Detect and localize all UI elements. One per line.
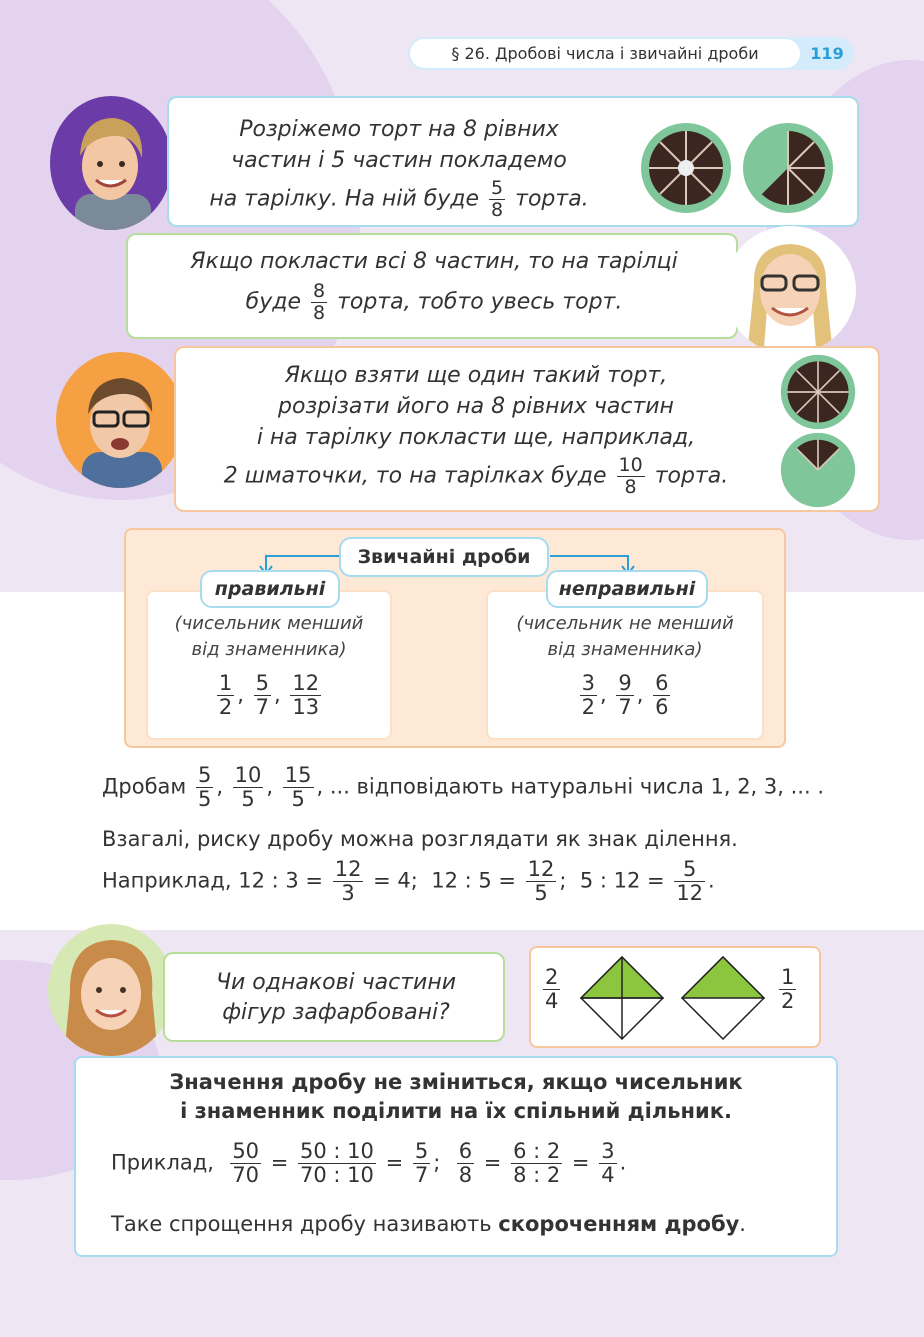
- cake-two-eighths-icon: [780, 432, 856, 508]
- bubble3-line1: Якщо взяти ще один такий торт,: [284, 363, 668, 388]
- question-line1: Чи однакові частини: [215, 970, 457, 995]
- improper-examples: $\frac{3}{2}$ , $\frac{9}{7}$ , $\frac{6}{6}$: [581, 671, 669, 720]
- proper-description: (чисельник менший від знаменника): [174, 613, 364, 660]
- diamond-figure-halves: [681, 956, 765, 1040]
- page-number: 119: [810, 44, 844, 63]
- fraction-10-8: $\frac{10}{8}$: [618, 454, 643, 498]
- bubble3-text-before: 2 шматочки, то на тарілках буде: [223, 463, 607, 489]
- fraction-6div2-8div2: $\frac{6 : 2}{8 : 2}$: [513, 1139, 561, 1188]
- left-fraction-label: [540, 966, 563, 1013]
- fraction-6-6: $\frac{6}{6}$: [655, 671, 669, 720]
- fraction-50-70: $\frac{50}{70}$: [232, 1139, 260, 1188]
- cake-five-eighths-icon: [742, 122, 834, 214]
- fraction-3-2: $\frac{3}{2}$: [581, 671, 595, 720]
- bubble2-line1: Якщо покласти всі 8 частин, то на тарілці: [190, 249, 678, 274]
- speech-bubble-question: [163, 952, 505, 1042]
- fraction-50div10-70div10: $\frac{50 : 10}{70 : 10}$: [300, 1139, 374, 1188]
- fraction-12-3: $\frac{12}{3}$: [334, 857, 362, 906]
- fraction-5-8: $\frac{5}{8}$: [491, 177, 504, 221]
- fraction-12-13: $\frac{12}{13}$: [292, 671, 320, 720]
- fraction-5-12: $\frac{5}{12}$: [676, 857, 704, 906]
- proper-examples: $\frac{1}{2}$ , $\frac{5}{7}$ , $\frac{12}{13}$: [218, 671, 320, 720]
- rule-title: Значення дробу не зміниться, якщо чисельник і знаменник поділити на їх спільний дільник.: [169, 1070, 743, 1123]
- cake-whole-icon: [640, 122, 732, 214]
- fraction-5-5: $\frac{5}{5}$: [197, 763, 212, 812]
- bubble2-text-before: буде: [245, 289, 301, 315]
- fraction-9-7: $\frac{9}{7}$: [618, 671, 632, 720]
- fraction-5-7: $\frac{5}{7}$: [255, 671, 269, 720]
- fraction-12-5: $\frac{12}{5}$: [527, 857, 555, 906]
- bubble1-text-before: на тарілку. На ній буде: [209, 186, 480, 212]
- fraction-6-8: $\frac{6}{8}$: [458, 1139, 473, 1188]
- proper-label: правильні: [200, 570, 340, 608]
- improper-label: неправильні: [546, 570, 708, 608]
- bubble1-line1: Розріжемо торт на 8 рівних: [239, 117, 559, 142]
- right-fraction-label: [776, 966, 799, 1013]
- fraction-10-5: $\frac{10}{5}$: [234, 763, 262, 812]
- bubble3-text-after: торта.: [654, 463, 729, 489]
- speech-bubble-2: [126, 233, 738, 339]
- section-title: § 26. Дробові числа і звичайні дроби: [410, 39, 800, 68]
- diamond-figure-quarters: [580, 956, 664, 1040]
- cake-whole-icon: [780, 354, 856, 430]
- speech-bubble-3: [174, 346, 880, 512]
- fraction-8-8: $\frac{8}{8}$: [312, 280, 326, 324]
- bubble1-text-after: торта.: [515, 186, 589, 212]
- bubble2-text-after: торта, тобто увесь торт.: [337, 289, 623, 315]
- bubble1-line3: [169, 178, 629, 221]
- scheme-title: Звичайні дроби: [339, 537, 549, 577]
- paragraph-natural-numbers: Дробам $\frac{5}{5}$ , $\frac{10}{5}$ , $\frac{15}{5}$ , ... відповідають натуральні числа 1, 2, 3, ... .: [102, 763, 824, 812]
- rule-final-sentence: Таке спрощення дробу називають скороченням дробу.: [111, 1212, 746, 1236]
- bubble3-line2: розрізати його на 8 рівних частин: [278, 394, 674, 419]
- paragraph-division: Взагалі, риску дробу можна розглядати як знак ділення.: [102, 827, 738, 851]
- fraction-1-2: $\frac{1}{2}$: [218, 671, 233, 720]
- avatar-girl: [48, 924, 174, 1056]
- paragraph-examples: Наприклад, 12 : 3 = $\frac{12}{3}$ = 4; 12 : 5 = $\frac{12}{5}$ ; 5 : 12 = $\frac{5}{12}$ .: [102, 857, 715, 906]
- fraction-1-2: $\frac{1}{2}$: [781, 965, 795, 1014]
- fraction-2-4: $\frac{2}{4}$: [545, 965, 559, 1014]
- bubble3-line3: і на тарілку покласти ще, наприклад,: [256, 425, 696, 450]
- bubble1-line2: частин і 5 частин покладемо: [231, 148, 567, 173]
- avatar-girl-glasses: [724, 226, 856, 354]
- fraction-5-7: $\frac{5}{7}$: [414, 1139, 429, 1188]
- question-line2: фігур зафарбовані?: [222, 1000, 450, 1025]
- bubble2-line2: [128, 281, 740, 324]
- rule-examples: Приклад, $\frac{50}{70}$ = $\frac{50 : 10}{70 : 10}$ = $\frac{5}{7}$ ; $\frac{6}{8}$ = $\frac{6 : 2}{8 : 2}$ = $\frac{3}{4}$ .: [111, 1139, 627, 1188]
- fraction-15-5: $\frac{15}{5}$: [284, 763, 312, 812]
- avatar-boy-glasses: [56, 352, 184, 488]
- fraction-3-4: $\frac{3}{4}$: [601, 1139, 615, 1188]
- avatar-boy-blond: [50, 96, 172, 230]
- improper-description: (чисельник не менший від знаменника): [516, 613, 734, 660]
- rule-term-bold: скороченням дробу: [498, 1212, 740, 1236]
- bubble3-line4: [176, 455, 776, 498]
